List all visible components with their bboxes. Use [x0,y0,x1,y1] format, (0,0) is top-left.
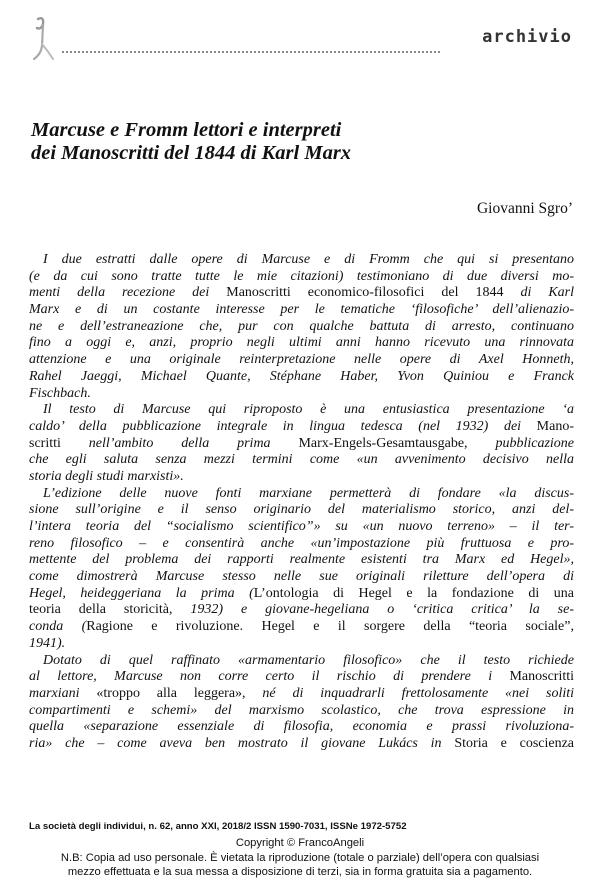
body-line: marxiani «troppo alla leggera», né di inquadrarli frettolosamente «nei soliti [29,685,574,701]
body-line: I due estratti dalle opere di Marcuse e di Fromm che qui si presentano [43,252,574,267]
body-line: quella «separazione essenziale di filosofia, economia e prassi rivoluziona- [29,719,574,735]
body-line: scritti nell’ambito della prima Marx-Engels-Gesamtausgabe, pubblicazione [29,435,574,451]
body-line: storia degli studi marxisti». [29,468,184,484]
body-line: compartimenti e schemi» del marxismo scolastico, che trova espressione in [29,702,574,718]
body-line: Rahel Jaeggi, Michael Quante, Stéphane Haber, Yvon Quiniou e Franck [29,368,574,384]
body-line: attenzione e una originale reinterpretazione nelle opere di Axel Honneth, [29,352,574,368]
section-label: archivio [482,27,572,47]
body-line: 1941). [29,635,66,651]
body-line: L’edizione delle nuove fonti marxiane permetterà di fondare «la discus- [43,485,574,501]
body-line: (e da cui sono tratte tutte le mie citazioni) testimoniano di due diversi mo- [29,268,574,284]
body-line: come dimostrerà Marcuse stesso nelle sue originali riletture dell’opera di [29,569,574,585]
journal-info: La società degli individui, n. 62, anno XXI, 2018/2 ISSN 1590-7031, ISSNe 1972-5752 [29,821,407,832]
usage-notice-line: mezzo effettuata e la sua messa a disposizione di terzi, sia in forma gratuita sia a pagamento. [67,865,533,878]
body-line: Marx e di un costante interesse per le tematiche ‘filosofiche’ dell’alienazio- [29,302,574,318]
body-line: ne e dell’estraneazione che, pur con qualche battuta di arresto, continuano [29,318,574,334]
body-line: l’intera teoria del “socialismo scientifico”» su «un nuovo terreno» – il ter- [29,519,574,534]
body-line: al lettore, Marcuse non corre certo il rischio di prendere i Manoscritti [29,669,574,685]
title-line: Marcuse e Fromm lettori e interpreti [31,119,342,141]
body-line: reno filosofico – e consentirà anche «un’impostazione più fruttuosa e pro- [29,535,574,551]
body-line: Fischbach. [29,385,91,401]
article-title [31,119,351,165]
body-line: Il testo di Marcuse qui riproposto è una entusiastica presentazione ‘a [43,402,574,418]
title-line: dei Manoscritti del 1844 di Karl Marx [31,142,352,164]
body-line: teoria della storicità, 1932) e giovane-hegeliana o ‘critica critica’ la se- [29,602,574,618]
header-rule [62,51,440,53]
usage-notice [0,852,600,879]
body-line: conda (Ragione e rivoluzione. Hegel e il sorgere della “teoria sociale”, [29,619,574,635]
body-line: che egli saluta senza mezzi termini come «un avvenimento decisivo nella [29,452,574,468]
body-line: Hegel, heideggeriana la prima (L’ontologia di Hegel e la fondazione di una [29,585,574,601]
body-line: Dotato di quel raffinato «armamentario filosofico» che il testo richiede [43,652,574,668]
article-body [29,252,574,753]
body-line: fino a oggi e, anzi, proprio negli ultimi anni hanno ricevuto una rinnovata [29,335,574,351]
body-line: menti della recezione dei Manoscritti economico-filosofici del 1844 di Karl [29,285,574,301]
copyright-notice: Copyright © FrancoAngeli [235,837,365,849]
journal-logo-icon [28,16,58,62]
body-line: ria» che – come aveva ben mostrato il giovane Lukács in Storia e coscienza [29,735,574,751]
body-line: caldo’ della pubblicazione integrale in lingua tedesca (nel 1932) dei Mano- [29,418,574,434]
article-author: Giovanni Sgro’ [476,200,573,217]
usage-notice-line: N.B: Copia ad uso personale. È vietata la riproduzione (totale o parziale) dell’opera con qualsiasi [60,852,540,864]
body-line: mettente del problema dei rapporti realmente esistenti tra Marx ed Hegel», [29,552,574,568]
body-line: sione sull’origine e il senso originario del materialismo storico, anzi del- [29,502,574,518]
